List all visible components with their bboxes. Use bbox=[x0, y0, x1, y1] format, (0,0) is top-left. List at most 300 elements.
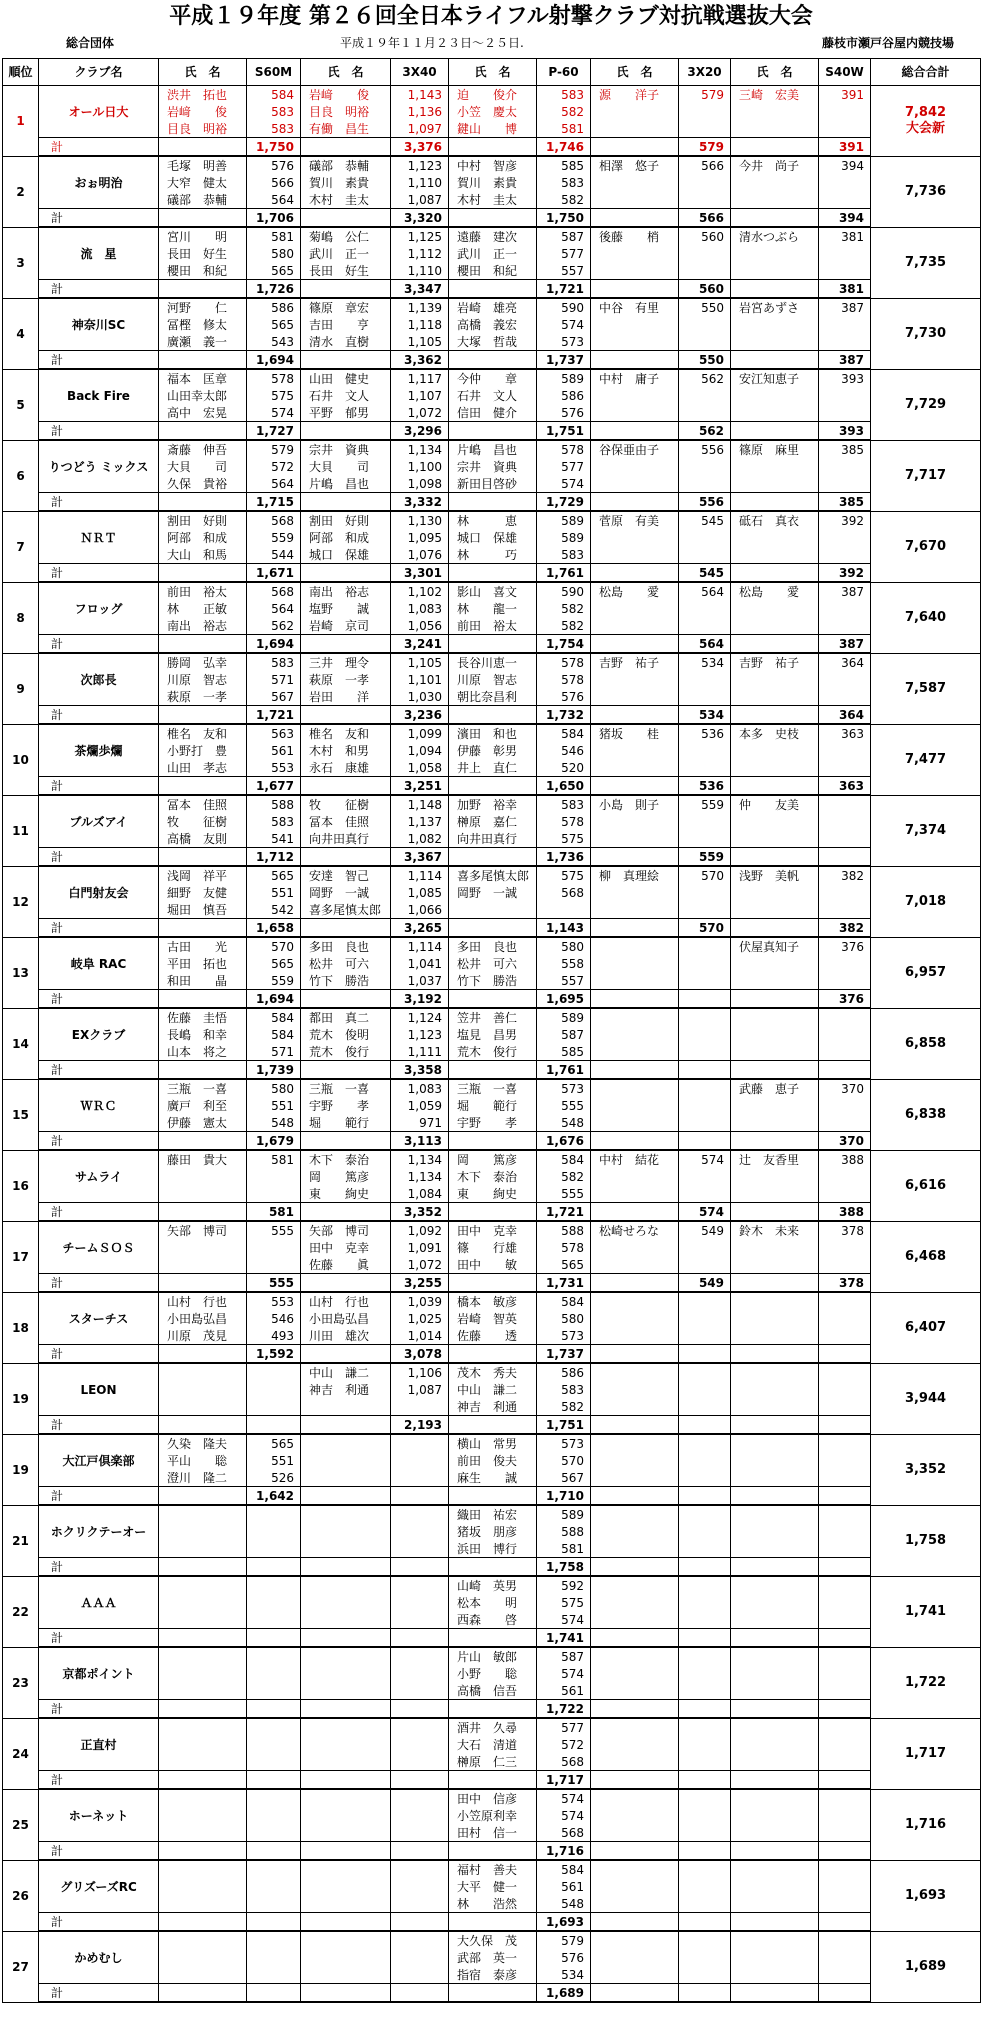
score-cell: 560 bbox=[679, 227, 731, 245]
score-cell bbox=[819, 1363, 871, 1381]
score-cell bbox=[679, 830, 731, 848]
shooter-name bbox=[591, 1363, 679, 1381]
subtotal-value: 1,679 bbox=[247, 1132, 301, 1151]
shooter-name: 藤田 貴大 bbox=[159, 1150, 247, 1168]
subtotal-value: 560 bbox=[679, 280, 731, 299]
subtotal-row bbox=[3, 351, 981, 370]
blank-cell bbox=[449, 1984, 537, 2003]
score-cell: 558 bbox=[537, 955, 591, 972]
shooter-name bbox=[731, 1594, 819, 1611]
shooter-name: 堀 範行 bbox=[449, 1097, 537, 1114]
shooter-name bbox=[591, 600, 679, 617]
shooter-name bbox=[301, 1736, 391, 1753]
shooter-name: 武川 正一 bbox=[449, 245, 537, 262]
blank-cell bbox=[159, 1700, 247, 1719]
subtotal-value: 536 bbox=[679, 777, 731, 796]
score-cell: 576 bbox=[537, 688, 591, 706]
blank-cell bbox=[591, 1700, 679, 1719]
blank-cell bbox=[301, 564, 391, 583]
subtotal-value bbox=[391, 1629, 449, 1648]
shooter-name: 岡 篤彦 bbox=[301, 1168, 391, 1185]
shooter-name: 笠井 善仁 bbox=[449, 1008, 537, 1026]
table-row bbox=[3, 1079, 981, 1097]
col-header-club: クラブ名 bbox=[39, 59, 159, 86]
shooter-name: 大塚 哲哉 bbox=[449, 333, 537, 351]
score-cell: 557 bbox=[537, 972, 591, 990]
shooter-name: 浅野 美帆 bbox=[731, 866, 819, 884]
subtotal-value: 364 bbox=[819, 706, 871, 725]
blank-cell bbox=[449, 1203, 537, 1222]
score-cell bbox=[391, 1966, 449, 1984]
grand-total-cell bbox=[871, 724, 981, 795]
score-cell bbox=[391, 1505, 449, 1523]
shooter-name: 伏屋真知子 bbox=[731, 937, 819, 955]
score-cell: 584 bbox=[247, 1026, 301, 1043]
shooter-name: 古田 光 bbox=[159, 937, 247, 955]
shooter-name: 山村 行也 bbox=[159, 1292, 247, 1310]
subtotal-value bbox=[679, 1132, 731, 1151]
score-cell bbox=[819, 1523, 871, 1540]
shooter-name bbox=[301, 1753, 391, 1771]
blank-cell bbox=[731, 1771, 819, 1790]
score-cell bbox=[679, 333, 731, 351]
score-cell bbox=[819, 830, 871, 848]
rank-cell: 9 bbox=[3, 653, 39, 724]
shooter-name: 山本 将之 bbox=[159, 1043, 247, 1061]
subtotal-value bbox=[819, 1345, 871, 1364]
grand-total-value: 7,640 bbox=[904, 609, 947, 625]
grand-total-value: 1,716 bbox=[904, 1816, 947, 1832]
subtotal-row bbox=[3, 1487, 981, 1506]
subtotal-value: 1,143 bbox=[537, 919, 591, 938]
grand-total-cell bbox=[871, 227, 981, 298]
score-cell: 559 bbox=[247, 529, 301, 546]
rank-cell: 23 bbox=[3, 1647, 39, 1718]
score-cell bbox=[391, 1576, 449, 1594]
shooter-name: 城口 保雄 bbox=[449, 529, 537, 546]
shooter-name: 中山 謙二 bbox=[301, 1363, 391, 1381]
shooter-name: 永石 康雄 bbox=[301, 759, 391, 777]
blank-cell bbox=[731, 1274, 819, 1293]
shooter-name: 宗井 資典 bbox=[449, 458, 537, 475]
score-cell bbox=[247, 1807, 301, 1824]
shooter-name bbox=[591, 1611, 679, 1629]
subtotal-row bbox=[3, 1345, 981, 1364]
col-header-name-3x20: 氏 名 bbox=[591, 59, 679, 86]
score-cell bbox=[819, 1097, 871, 1114]
grand-total-cell bbox=[871, 1150, 981, 1221]
shooter-name bbox=[731, 1185, 819, 1203]
score-cell bbox=[679, 1452, 731, 1469]
score-cell bbox=[247, 1256, 301, 1274]
shooter-name bbox=[301, 1540, 391, 1558]
blank-cell bbox=[449, 1842, 537, 1861]
subtotal-value: 1,689 bbox=[537, 1984, 591, 2003]
score-cell bbox=[819, 120, 871, 138]
grand-total-cell bbox=[871, 1647, 981, 1718]
shooter-name: 今仲 章 bbox=[449, 369, 537, 387]
subtotal-value: 3,358 bbox=[391, 1061, 449, 1080]
grand-total-cell bbox=[871, 86, 981, 157]
shooter-name: 辻 友香里 bbox=[731, 1150, 819, 1168]
shooter-name: 堀田 慎吾 bbox=[159, 901, 247, 919]
shooter-name: 石井 文人 bbox=[301, 387, 391, 404]
score-cell bbox=[819, 1185, 871, 1203]
score-cell: 570 bbox=[679, 866, 731, 884]
subtotal-value: 1,721 bbox=[247, 706, 301, 725]
score-cell: 571 bbox=[247, 671, 301, 688]
shooter-name bbox=[731, 475, 819, 493]
score-cell bbox=[819, 1931, 871, 1949]
score-cell: 1,082 bbox=[391, 830, 449, 848]
score-cell: 562 bbox=[679, 369, 731, 387]
shooter-name: 指宿 泰彦 bbox=[449, 1966, 537, 1984]
shooter-name: 武部 英一 bbox=[449, 1949, 537, 1966]
shooter-name bbox=[301, 1789, 391, 1807]
blank-cell bbox=[731, 635, 819, 654]
score-cell bbox=[819, 813, 871, 830]
blank-cell bbox=[731, 1629, 819, 1648]
shooter-name: 濱田 和也 bbox=[449, 724, 537, 742]
blank-cell bbox=[731, 1487, 819, 1506]
table-row bbox=[3, 582, 981, 600]
score-cell bbox=[391, 1398, 449, 1416]
shooter-name bbox=[591, 1327, 679, 1345]
shooter-name: 平山 聡 bbox=[159, 1452, 247, 1469]
score-cell: 555 bbox=[537, 1185, 591, 1203]
score-cell: 588 bbox=[537, 1523, 591, 1540]
subtotal-value: 566 bbox=[679, 209, 731, 228]
grand-total-value: 3,352 bbox=[904, 1461, 947, 1477]
shooter-name bbox=[731, 1469, 819, 1487]
score-cell bbox=[819, 1682, 871, 1700]
shooter-name: 山田 健史 bbox=[301, 369, 391, 387]
grand-total-value: 1,722 bbox=[904, 1674, 947, 1690]
blank-cell bbox=[731, 1700, 819, 1719]
score-cell: 584 bbox=[247, 86, 301, 104]
shooter-name: 中村 結花 bbox=[591, 1150, 679, 1168]
shooter-name bbox=[591, 1185, 679, 1203]
subtotal-value bbox=[679, 1345, 731, 1364]
shooter-name: 東 絢史 bbox=[301, 1185, 391, 1203]
shooter-name: 大久保 茂 bbox=[449, 1931, 537, 1949]
subtotal-value: 3,241 bbox=[391, 635, 449, 654]
score-cell: 584 bbox=[537, 1292, 591, 1310]
subtotal-label: 計 bbox=[39, 1345, 159, 1364]
score-cell bbox=[819, 191, 871, 209]
score-cell bbox=[391, 1860, 449, 1878]
score-cell: 566 bbox=[247, 174, 301, 191]
score-cell: 580 bbox=[247, 1079, 301, 1097]
shooter-name bbox=[159, 1753, 247, 1771]
shooter-name bbox=[591, 1949, 679, 1966]
table-row bbox=[3, 227, 981, 245]
shooter-name bbox=[301, 1860, 391, 1878]
rank-cell: 21 bbox=[3, 1505, 39, 1576]
score-cell bbox=[679, 1310, 731, 1327]
shooter-name: 佐藤 眞 bbox=[301, 1256, 391, 1274]
blank-cell bbox=[591, 1842, 679, 1861]
score-cell: 578 bbox=[247, 369, 301, 387]
shooter-name bbox=[591, 245, 679, 262]
shooter-name: 賀川 素貴 bbox=[301, 174, 391, 191]
shooter-name bbox=[301, 1824, 391, 1842]
blank-cell bbox=[301, 138, 391, 157]
score-cell: 1,114 bbox=[391, 937, 449, 955]
score-cell: 493 bbox=[247, 1327, 301, 1345]
score-cell: 581 bbox=[537, 1540, 591, 1558]
shooter-name bbox=[731, 546, 819, 564]
score-cell bbox=[679, 529, 731, 546]
score-cell bbox=[679, 1327, 731, 1345]
table-row bbox=[3, 866, 981, 884]
shooter-name bbox=[591, 937, 679, 955]
subtotal-value: 1,758 bbox=[537, 1558, 591, 1577]
shooter-name bbox=[159, 1185, 247, 1203]
blank-cell bbox=[591, 706, 679, 725]
score-cell bbox=[247, 1753, 301, 1771]
shooter-name: 中谷 有里 bbox=[591, 298, 679, 316]
club-name: Back Fire bbox=[39, 369, 159, 422]
subtotal-value: 3,255 bbox=[391, 1274, 449, 1293]
shooter-name bbox=[591, 1256, 679, 1274]
rank-cell: 15 bbox=[3, 1079, 39, 1150]
shooter-name: 中村 庸子 bbox=[591, 369, 679, 387]
score-cell bbox=[679, 1540, 731, 1558]
score-cell bbox=[679, 759, 731, 777]
score-cell: 555 bbox=[537, 1097, 591, 1114]
club-name: チームＳＯＳ bbox=[39, 1221, 159, 1274]
subtotal-value bbox=[819, 1558, 871, 1577]
subtotal-value: 549 bbox=[679, 1274, 731, 1293]
blank-cell bbox=[731, 280, 819, 299]
score-cell: 542 bbox=[247, 901, 301, 919]
score-cell: 1,148 bbox=[391, 795, 449, 813]
club-name: 茶爛歩爛 bbox=[39, 724, 159, 777]
blank-cell bbox=[159, 1132, 247, 1151]
club-name: スターチス bbox=[39, 1292, 159, 1345]
blank-cell bbox=[591, 1132, 679, 1151]
blank-cell bbox=[731, 564, 819, 583]
shooter-name: 矢部 博司 bbox=[159, 1221, 247, 1239]
club-name: 岐阜 RAC bbox=[39, 937, 159, 990]
score-cell bbox=[679, 955, 731, 972]
blank-cell bbox=[301, 1771, 391, 1790]
shooter-name: 塩見 昌男 bbox=[449, 1026, 537, 1043]
subtotal-value bbox=[391, 1487, 449, 1506]
subtotal-value bbox=[391, 1913, 449, 1932]
shooter-name bbox=[591, 387, 679, 404]
blank-cell bbox=[449, 138, 537, 157]
score-cell: 574 bbox=[247, 404, 301, 422]
shooter-name: 田中 敏 bbox=[449, 1256, 537, 1274]
shooter-name bbox=[591, 1523, 679, 1540]
grand-total-cell bbox=[871, 1860, 981, 1931]
grand-total-value: 1,693 bbox=[904, 1887, 947, 1903]
score-cell bbox=[819, 1807, 871, 1824]
score-cell: 387 bbox=[819, 582, 871, 600]
rank-cell: 11 bbox=[3, 795, 39, 866]
shooter-name: 安達 智己 bbox=[301, 866, 391, 884]
shooter-name bbox=[731, 1665, 819, 1682]
subtotal-label: 計 bbox=[39, 564, 159, 583]
blank-cell bbox=[731, 1558, 819, 1577]
shooter-name bbox=[301, 1523, 391, 1540]
shooter-name: 吉田 亨 bbox=[301, 316, 391, 333]
shooter-name bbox=[731, 901, 819, 919]
blank-cell bbox=[449, 990, 537, 1009]
record-note: 大会新 bbox=[905, 120, 945, 136]
rank-cell: 2 bbox=[3, 156, 39, 227]
subtotal-value: 1,706 bbox=[247, 209, 301, 228]
shooter-name: 林 浩然 bbox=[449, 1895, 537, 1913]
subtotal-value bbox=[247, 1558, 301, 1577]
score-cell: 534 bbox=[679, 653, 731, 671]
score-cell bbox=[679, 1665, 731, 1682]
score-cell: 553 bbox=[247, 1292, 301, 1310]
shooter-name bbox=[591, 1505, 679, 1523]
score-cell bbox=[679, 1966, 731, 1984]
subtotal-value: 378 bbox=[819, 1274, 871, 1293]
blank-cell bbox=[159, 990, 247, 1009]
subtotal-value bbox=[819, 1700, 871, 1719]
shooter-name bbox=[301, 1878, 391, 1895]
blank-cell bbox=[301, 422, 391, 441]
shooter-name: 清水 直樹 bbox=[301, 333, 391, 351]
shooter-name: 宇野 孝 bbox=[301, 1097, 391, 1114]
subtotal-value: 1,694 bbox=[247, 351, 301, 370]
score-cell: 583 bbox=[247, 103, 301, 120]
shooter-name: 加野 裕幸 bbox=[449, 795, 537, 813]
club-name: 白門射友会 bbox=[39, 866, 159, 919]
shooter-name: 木下 泰治 bbox=[301, 1150, 391, 1168]
shooter-name: 後藤 梢 bbox=[591, 227, 679, 245]
col-header-name-3x40: 氏 名 bbox=[301, 59, 391, 86]
score-cell bbox=[679, 1256, 731, 1274]
subtotal-label: 計 bbox=[39, 138, 159, 157]
shooter-name bbox=[159, 1949, 247, 1966]
score-cell bbox=[819, 1718, 871, 1736]
grand-total-value: 7,729 bbox=[904, 396, 947, 412]
score-cell bbox=[247, 1966, 301, 1984]
shooter-name bbox=[731, 1878, 819, 1895]
subtotal-label: 計 bbox=[39, 990, 159, 1009]
shooter-name: 目良 明裕 bbox=[301, 103, 391, 120]
score-cell bbox=[819, 671, 871, 688]
subtotal-value: 3,320 bbox=[391, 209, 449, 228]
shooter-name: 神吉 利通 bbox=[301, 1381, 391, 1398]
score-cell: 382 bbox=[819, 866, 871, 884]
shooter-name: 目良 明裕 bbox=[159, 120, 247, 138]
table-row bbox=[3, 1008, 981, 1026]
score-cell: 576 bbox=[537, 404, 591, 422]
shooter-name bbox=[591, 830, 679, 848]
shooter-name bbox=[159, 1665, 247, 1682]
grand-total-cell bbox=[871, 1221, 981, 1292]
shooter-name: 松井 可六 bbox=[301, 955, 391, 972]
score-cell: 570 bbox=[537, 1452, 591, 1469]
score-cell bbox=[391, 1949, 449, 1966]
score-cell: 543 bbox=[247, 333, 301, 351]
score-cell bbox=[391, 1736, 449, 1753]
score-cell: 549 bbox=[679, 1221, 731, 1239]
shooter-name: 大平 健一 bbox=[449, 1878, 537, 1895]
club-name: ＮＲＴ bbox=[39, 511, 159, 564]
subtotal-value: 2,193 bbox=[391, 1416, 449, 1435]
blank-cell bbox=[591, 1984, 679, 2003]
shooter-name bbox=[591, 972, 679, 990]
shooter-name bbox=[731, 1008, 819, 1026]
score-cell: 1,085 bbox=[391, 884, 449, 901]
blank-cell bbox=[591, 422, 679, 441]
shooter-name: 三瓶 一喜 bbox=[159, 1079, 247, 1097]
blank-cell bbox=[591, 209, 679, 228]
score-cell bbox=[247, 1540, 301, 1558]
rank-cell: 17 bbox=[3, 1221, 39, 1292]
subtotal-value bbox=[819, 1984, 871, 2003]
score-cell bbox=[391, 1665, 449, 1682]
grand-total-cell bbox=[871, 866, 981, 937]
club-name: りつどう ミックス bbox=[39, 440, 159, 493]
score-cell: 572 bbox=[247, 458, 301, 475]
score-cell: 556 bbox=[679, 440, 731, 458]
score-cell bbox=[247, 1185, 301, 1203]
rank-cell: 25 bbox=[3, 1789, 39, 1860]
score-cell bbox=[391, 1753, 449, 1771]
shooter-name bbox=[731, 759, 819, 777]
score-cell: 568 bbox=[537, 1753, 591, 1771]
shooter-name bbox=[591, 1026, 679, 1043]
shooter-name: 小笠 慶太 bbox=[449, 103, 537, 120]
shooter-name: 猪坂 桂 bbox=[591, 724, 679, 742]
shooter-name: 山村 行也 bbox=[301, 1292, 391, 1310]
grand-total-value: 1,717 bbox=[904, 1745, 947, 1761]
score-cell bbox=[679, 1168, 731, 1185]
shooter-name: 小島 則子 bbox=[591, 795, 679, 813]
shooter-name bbox=[731, 600, 819, 617]
shooter-name: 篠原 麻里 bbox=[731, 440, 819, 458]
score-cell: 1,072 bbox=[391, 1256, 449, 1274]
blank-cell bbox=[591, 1558, 679, 1577]
subtotal-label: 計 bbox=[39, 493, 159, 512]
score-cell bbox=[247, 1878, 301, 1895]
shooter-name bbox=[591, 1807, 679, 1824]
subtotal-value: 1,671 bbox=[247, 564, 301, 583]
shooter-name: 川原 智志 bbox=[159, 671, 247, 688]
rank-cell: 19 bbox=[3, 1434, 39, 1505]
subtotal-value: 3,367 bbox=[391, 848, 449, 867]
shooter-name bbox=[301, 1718, 391, 1736]
subtotal-value bbox=[679, 1913, 731, 1932]
rank-cell: 24 bbox=[3, 1718, 39, 1789]
subtotal-value: 556 bbox=[679, 493, 731, 512]
shooter-name bbox=[591, 1398, 679, 1416]
score-cell bbox=[679, 1008, 731, 1026]
score-cell bbox=[679, 1469, 731, 1487]
grand-total-cell bbox=[871, 1505, 981, 1576]
subtotal-value: 3,376 bbox=[391, 138, 449, 157]
shooter-name: 岩﨑 俊 bbox=[159, 103, 247, 120]
score-cell: 565 bbox=[247, 866, 301, 884]
subtotal-row bbox=[3, 848, 981, 867]
subtotal-label: 計 bbox=[39, 422, 159, 441]
rank-cell: 7 bbox=[3, 511, 39, 582]
table-row bbox=[3, 156, 981, 174]
shooter-name bbox=[591, 688, 679, 706]
score-cell: 564 bbox=[679, 582, 731, 600]
shooter-name bbox=[591, 901, 679, 919]
score-cell bbox=[679, 1043, 731, 1061]
